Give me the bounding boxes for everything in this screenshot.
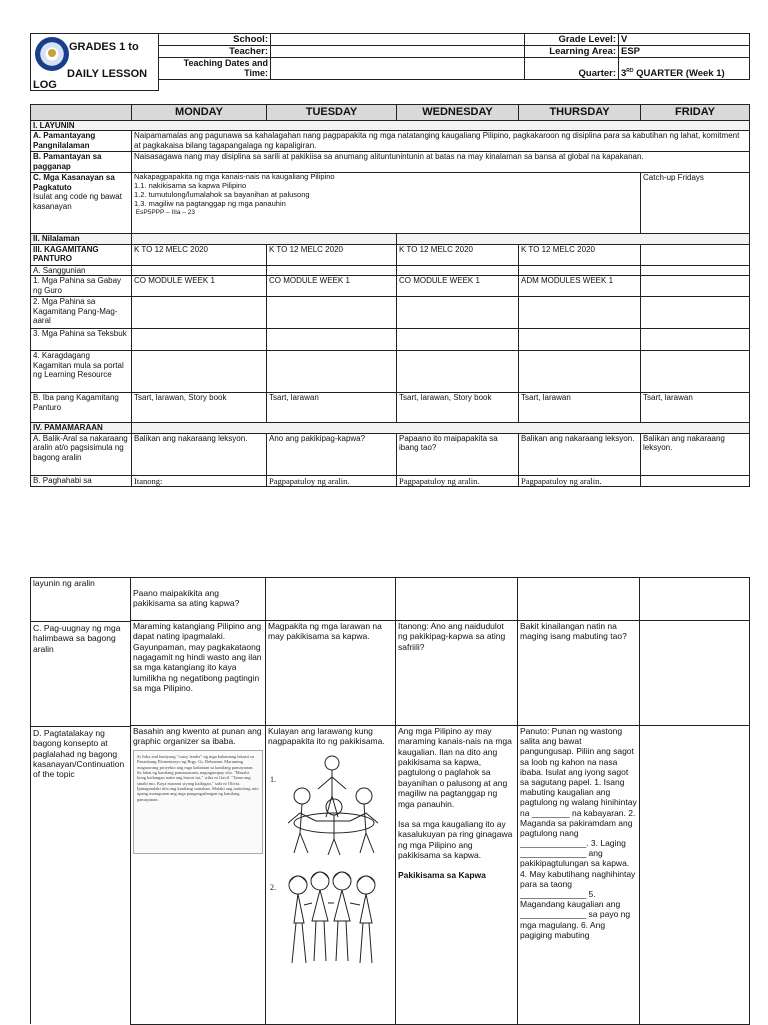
pagtatalakay-wednesday: Ang mga Pilipino ay may maraming kanais-nais na mga kaugalian. Ilan na dito ang pakikisama sa kapwa, pagtulong o paglahok sa bayanihan o palusong at ang magiliw na pagtanggap ng mga panauhin. Isa sa mga kaugaliang ito ay kasalukuyan pa ring ginagawa ng mga Pilipino ang pakikisama sa kapwa. Pakikisama sa Kapwa [396, 726, 518, 1025]
day-tuesday: TUESDAY [267, 105, 397, 121]
balik-monday: Balikan ang nakaraang leksyon. [132, 433, 267, 475]
daily-lesson-title: DAILY LESSON [67, 68, 148, 80]
pagtatalakay-tuesday: Kulayan ang larawang kung nagpapakita ito ng pakikisama. 1. 2. [266, 726, 396, 1025]
pag-uugnay-thursday: Bakit kinailangan natin na maging isang mabuting tao? [518, 621, 640, 726]
page2-table [130, 577, 750, 1025]
teaching-dates-field [271, 58, 525, 80]
row-label-kasanayan: C. Mga Kasanayan sa Pagkatuto Isulat ang code ng bawat kasanayan [31, 173, 132, 234]
melc-monday: K TO 12 MELC 2020 [132, 244, 267, 265]
layunin-cont-label: layunin ng aralin [33, 578, 95, 588]
iba-thursday: Tsart, larawan [519, 393, 641, 423]
catch-up-fridays: Catch-up Fridays [641, 173, 750, 234]
paghahabi-wednesday: Pagpapatuloy ng aralin. [397, 475, 519, 486]
teacher-field [271, 46, 525, 58]
melc-wednesday: K TO 12 MELC 2020 [397, 244, 519, 265]
pag-uugnay-tuesday: Magpakita ng mga larawan na may pakikisama sa kapwa. [266, 621, 396, 726]
row-label-balik-aral: A. Balik-Aral sa nakaraang aralin at/o pagsisimula ng bagong aralin [31, 433, 132, 475]
row-label-pamantayang-pangnilalaman: A. Pamantayang Pangnilalaman [31, 131, 132, 152]
children-group-image [280, 863, 388, 993]
iba-monday: Tsart, larawan, Story book [132, 393, 267, 423]
iba-friday: Tsart, larawan [641, 393, 750, 423]
pamantayang-pangnilalaman-text: Naipamamalas ang pagunawa sa kahalagahan nang pagpapakita ng mga natatanging kaugaliang Pilipino, pagkakaroon ng disiplina para sa kabutihan ng lahat, komitment at pagkakaisa bilang tagapangalaga ng kapaligiran. [132, 131, 750, 152]
learning-area-label: Learning Area: [525, 46, 619, 58]
learning-area-value: ESP [619, 46, 750, 58]
row-label-pamantayan-pagganap: B. Pamantayan sa pagganap [31, 152, 132, 173]
balik-friday: Balikan ang nakaraang leksyon. [641, 433, 750, 475]
row-label-teksbuk: 3. Mga Pahina sa Teksbuk [31, 329, 132, 351]
iba-wednesday: Tsart, larawan, Story book [397, 393, 519, 423]
children-playing-circle-image [280, 751, 388, 856]
pag-uugnay-wednesday: Itanong: Ano ang naidudulot ng pakikipag-kapwa sa ating safriili? [396, 621, 518, 726]
grade-level-value: V [619, 34, 750, 46]
paghahabi-question-monday: Paano maipakikita ang pakikisama sa ating kapwa? [131, 578, 266, 621]
row-label-gabay-guro: 1. Mga Pahina sa Gabay ng Guro [31, 276, 132, 297]
section-pamamaraan: IV. PAMAMARAAN [31, 423, 132, 433]
lesson-log-table [30, 104, 750, 487]
teaching-dates-label: Teaching Dates and Time: [159, 58, 271, 80]
gabay-tuesday: CO MODULE WEEK 1 [267, 276, 397, 297]
header-table [30, 33, 750, 91]
row-label-sanggunian: A. Sanggunian [31, 265, 132, 275]
page2-label-column [30, 577, 131, 1024]
deped-seal-logo [35, 37, 69, 71]
paghahabi-friday [641, 475, 750, 486]
iba-tuesday: Tsart, larawan [267, 393, 397, 423]
pagtatalakay-monday: Basahin ang kwento at punan ang graphic organizer sa ibaba. Si Julia and kaniyang "crazy leader" ng mga kabataang lakasti sa Pasaubung Elementaryo ng Brgy. Gt. Beluanan. Maraming magaawang proyekto ang mga kabataan sa kanilang pamayanan. Sa lahat ng kanilang pamamaraan, nagtagumpay sila. "Masabi kong kailangan natin ang bawat isa," wika ni Gavil. "Tama ang sinabi mo. Kaya marami siyang kaibigan," sabi ni Olivia. Ipinagmalaki nila ang kanilang samahan. Malaki ang naitulong nito upang matugunan ang mga pangangailangan ng kanilang pamayanan. [131, 726, 266, 1025]
pag-uugnay-monday: Maraming katangiang Pilipino ang dapat nating ipagmalaki. Gayunpaman, may pagkakataong nagagamit ng hindi wasto ang ilan sa mga katangiang ito kaya lumilikha ng negatibong pagtingin sa mga Pilipino. [131, 621, 266, 726]
gabay-monday: CO MODULE WEEK 1 [132, 276, 267, 297]
logo-cell [31, 34, 159, 80]
section-kagamitan: III. KAGAMITANG PANTURO [31, 244, 132, 265]
row-label-mag-aaral: 2. Mga Pahina sa Kagamitang Pang-Mag-aaral [31, 297, 132, 329]
school-label: School: [159, 34, 271, 46]
quarter-label: Quarter: [525, 58, 619, 80]
balik-tuesday: Ano ang pakikipag-kapwa? [267, 433, 397, 475]
pakikisama-heading: Pakikisama sa Kapwa [398, 870, 486, 881]
paghahabi-thursday: Pagpapatuloy ng aralin. [519, 475, 641, 486]
paghahabi-tuesday: Pagpapatuloy ng aralin. [267, 475, 397, 486]
quarter-value: 3RD QUARTER (Week 1) [619, 58, 750, 80]
row-label-pagtatalakay: D. Pagtatalakay ng bagong konsepto at paglalahad ng bagong kasanayan/Continuation of the topic [33, 728, 125, 780]
pagtatalakay-thursday: Panuto: Punan ng wastong salita ang bawat pangungusap. Piliin ang sagot sa loob ng kahon na nasa ibaba. Isulat ang iyong sagot sa sagutang papel. 1. Isang mabuting kaugalian ang pagtulong ng walang hinihintay na ________ na kabayaran. 2. Maganda sa pakiramdam ang pagtulong nang ______________. 3. Laging ______________ ang pakikipagtulungan sa kapwa. 4. May kabutihang naghihintay para sa taong ______________ 5. Magandang kaugalian ang ______________ sa payo ng mga magulang. 6. Ang pagiging mabuting [518, 726, 640, 1025]
kasanayan-text: Nakapagpapakita ng mga kanais-nais na kaugaliang Pilipino 1.1. nakikisama sa kapwa Pilipino 1.2. tumutulong/lumalahok sa bayanihan at palusong 1.3. magiliw na pagtanggap ng mga panauhin EsP5PPP – IIIa – 23 [132, 173, 641, 234]
section-layunin: I. LAYUNIN [31, 120, 750, 130]
gabay-wednesday: CO MODULE WEEK 1 [397, 276, 519, 297]
melc-thursday: K TO 12 MELC 2020 [519, 244, 641, 265]
pakikisama-pictures: 1. 2. [268, 751, 393, 996]
row-label-iba-pang: B. Iba pang Kagamitang Panturo [31, 393, 132, 423]
day-wednesday: WEDNESDAY [397, 105, 519, 121]
story-excerpt-image: Si Julia and kaniyang "crazy leader" ng mga kabataang lakasti sa Pasaubung Elementaryo ng Brgy. Gt. Beluanan. Maraming magaawang proyekto ang mga kabataan sa kanilang pamayanan. Sa lahat ng kanilang pamamaraan, nagtagumpay sila. "Masabi kong kailangan natin ang bawat isa," wika ni Gavil. "Tama ang sinabi mo. Kaya marami siyang kaibigan," sabi ni Olivia. Ipinagmalaki nila ang kanilang samahan. Malaki ang naitulong nito upang matugunan ang mga pangangailangan ng kanilang pamayanan. [133, 750, 263, 854]
pamantayan-pagganap-text: Naisasagawa nang may disiplina sa sarili at pakikiisa sa anumang alituntunintunin at batas na may kinalaman sa bansa at global na kapakanan. [132, 152, 750, 173]
gabay-friday [641, 276, 750, 297]
day-friday: FRIDAY [641, 105, 750, 121]
school-field [271, 34, 525, 46]
row-label-karagdagang: 4. Karagdagang Kagamitan mula sa portal ng Learning Resource [31, 351, 132, 393]
log-title: LOG [31, 80, 159, 91]
teacher-label: Teacher: [159, 46, 271, 58]
balik-thursday: Balikan ang nakaraang leksyon. [519, 433, 641, 475]
melc-tuesday: K TO 12 MELC 2020 [267, 244, 397, 265]
row-label-paghahabi: B. Paghahabi sa [31, 475, 132, 486]
day-monday: MONDAY [132, 105, 267, 121]
section-nilalaman: II. Nilalaman [31, 234, 132, 244]
paghahabi-monday: Itanong: [132, 475, 267, 486]
day-thursday: THURSDAY [519, 105, 641, 121]
grades-title: GRADES 1 to [69, 41, 139, 53]
row-label-pag-uugnay: C. Pag-uugnay ng mga halimbawa sa bagong aralin [33, 623, 121, 654]
melc-friday [641, 244, 750, 265]
balik-wednesday: Papaano ito maipapakita sa ibang tao? [397, 433, 519, 475]
gabay-thursday: ADM MODULES WEEK 1 [519, 276, 641, 297]
grade-level-label: Grade Level: [525, 34, 619, 46]
